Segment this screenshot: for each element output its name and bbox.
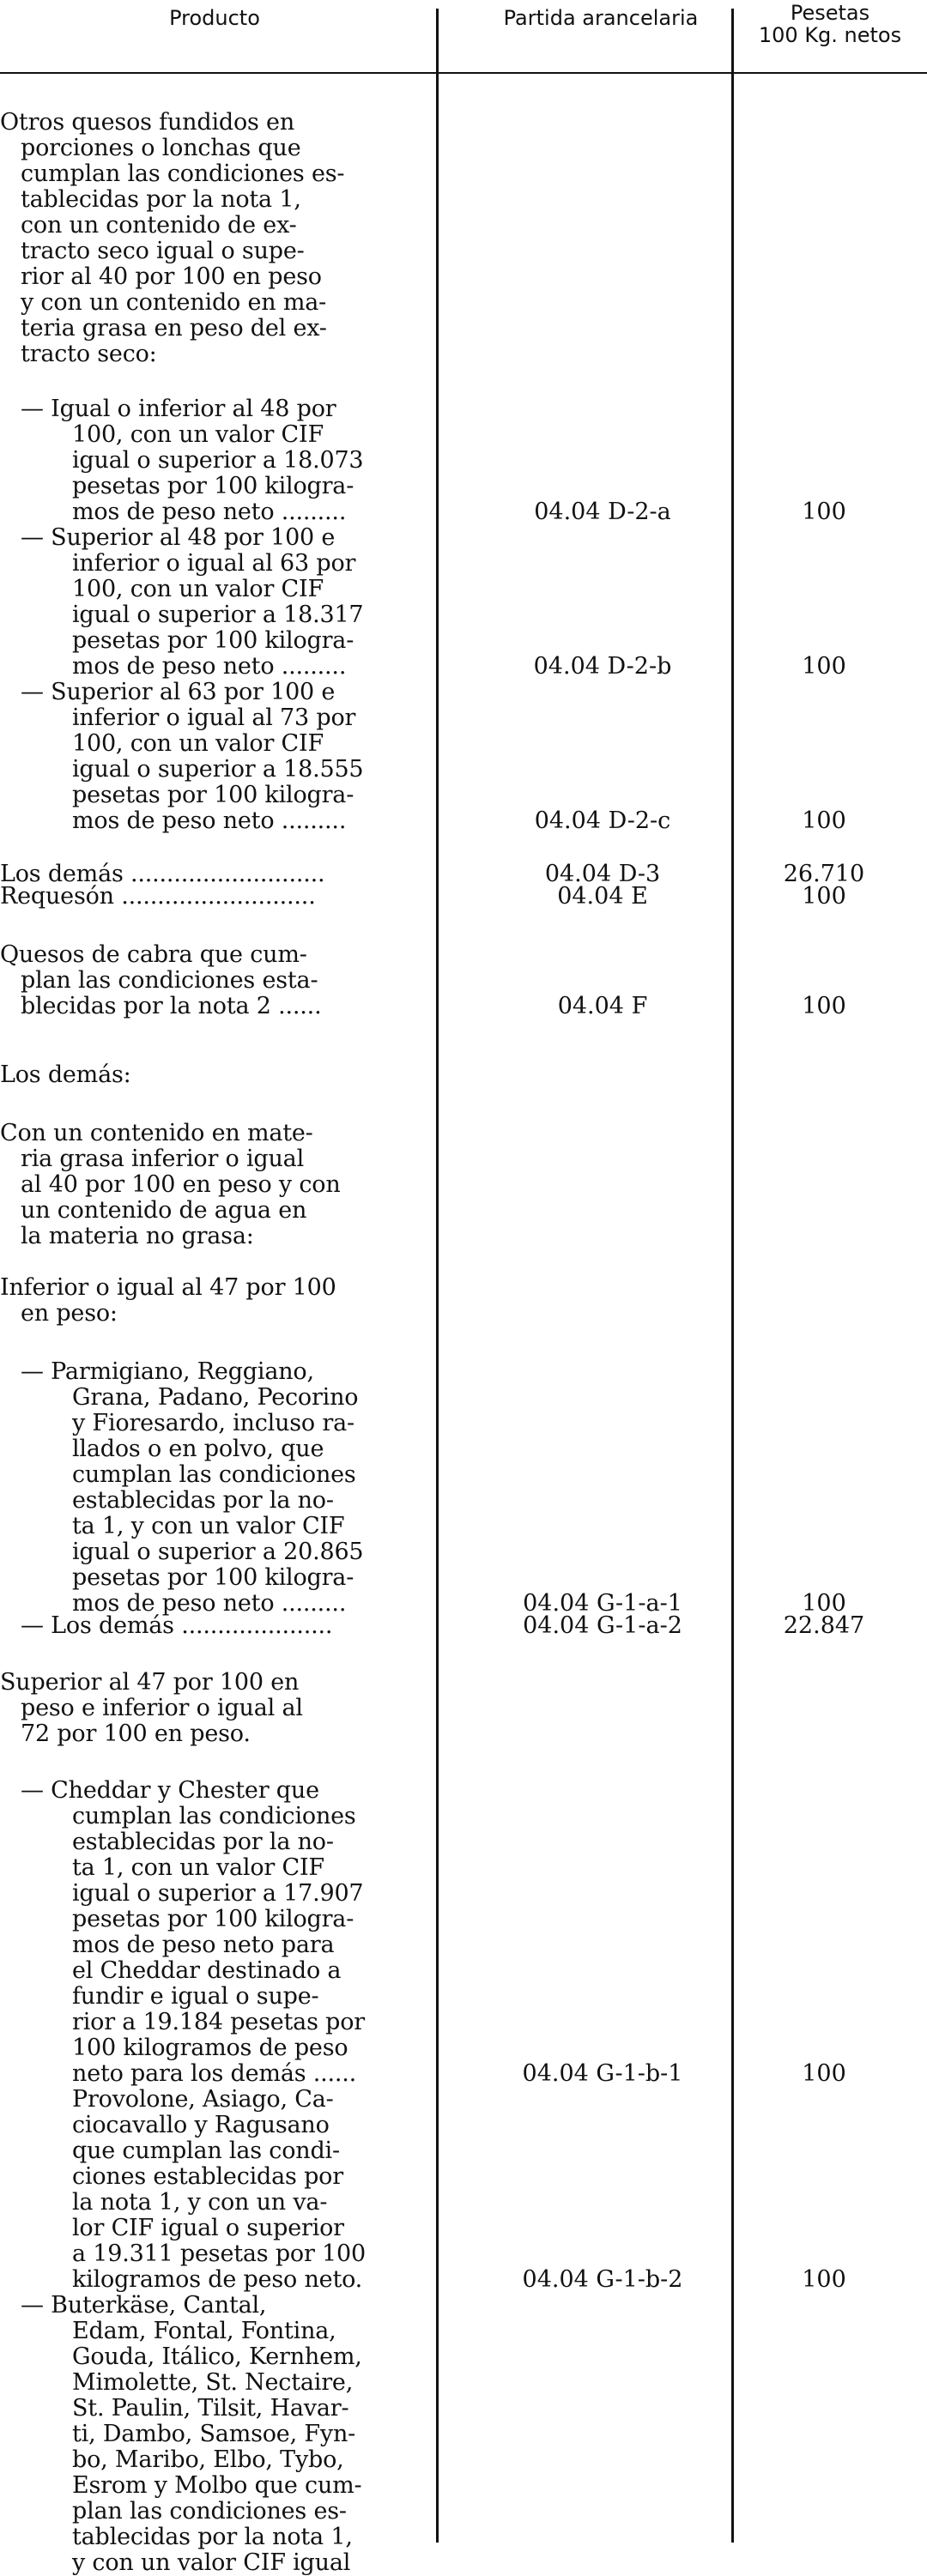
text-line: que cumplan las condi- xyxy=(72,2138,340,2164)
text-line: — Buterkäse, Cantal, xyxy=(21,2292,267,2319)
text-line: y con un valor CIF igual xyxy=(72,2549,351,2576)
text-line: ciocavallo y Ragusano xyxy=(72,2112,330,2138)
col-producto-header: Producto xyxy=(169,6,260,30)
partida-code: 04.04 D-2-b xyxy=(533,653,672,680)
text-line: pesetas por 100 kilogra- xyxy=(72,627,354,654)
col-pesetas-header-line1: Pesetas xyxy=(790,1,870,25)
text-line: Gouda, Itálico, Kernhem, xyxy=(72,2343,362,2370)
text-line: Con un contenido en mate- xyxy=(0,1120,313,1146)
text-line: 100, con un valor CIF xyxy=(72,576,324,602)
text-line: ria grasa inferior o igual xyxy=(21,1146,305,1172)
row-superior-47 xyxy=(0,1670,429,1747)
text-line: — Superior al 63 por 100 e xyxy=(21,679,336,705)
text-line: y Fioresardo, incluso ra- xyxy=(72,1410,354,1436)
text-line: plan las condiciones esta- xyxy=(21,967,318,994)
text-line: plan las condiciones es- xyxy=(72,2498,347,2525)
col-pesetas-header-line2: 100 Kg. netos xyxy=(758,23,902,47)
pesetas-value: 100 xyxy=(802,2060,846,2087)
text-line: Grana, Padano, Pecorino xyxy=(72,1384,359,1411)
text-line: un contenido de agua en xyxy=(21,1197,307,1224)
text-line: Edam, Fontal, Fontina, xyxy=(72,2318,336,2344)
partida-code: 04.04 D-3 xyxy=(544,861,661,887)
text-line: cumplan las condiciones es- xyxy=(21,160,345,187)
text-line: en peso: xyxy=(21,1300,118,1327)
partida-code: 04.04 E xyxy=(557,883,648,910)
pesetas-value: 100 xyxy=(802,883,846,910)
text-line: kilogramos de peso neto. xyxy=(72,2266,363,2293)
text-line: la materia no grasa: xyxy=(21,1223,254,1249)
text-line: blecidas por la nota 2 ...... xyxy=(21,993,322,1019)
row-g1b3 xyxy=(0,2293,429,2576)
text-line: ciones establecidas por xyxy=(72,2163,343,2190)
row-los-demas-heading xyxy=(0,1062,429,1088)
text-line: 100, con un valor CIF xyxy=(72,421,324,448)
text-line: igual o superior a 18.555 xyxy=(72,756,364,783)
row-f xyxy=(0,942,429,1019)
text-line: 100 kilogramos de peso xyxy=(72,2035,348,2061)
text-line: porciones o lonchas que xyxy=(21,135,301,161)
pesetas-value: 100 xyxy=(802,499,846,525)
text-line: el Cheddar destinado a xyxy=(72,1957,342,1984)
text-line: igual o superior a 18.073 xyxy=(72,447,364,474)
text-line: rior a 19.184 pesetas por xyxy=(72,2009,365,2035)
row-g1b2 xyxy=(0,2087,429,2293)
text-line: — Igual o inferior al 48 por xyxy=(21,396,336,422)
row-e xyxy=(0,884,429,910)
text-line: a 19.311 pesetas por 100 xyxy=(72,2240,366,2267)
text-line: mos de peso neto ......... xyxy=(72,653,347,680)
column-divider-right xyxy=(731,9,734,2543)
row-g1b1 xyxy=(0,1778,429,2087)
text-line: — Cheddar y Chester que xyxy=(21,1777,319,1804)
text-line: rior al 40 por 100 en peso xyxy=(21,263,322,290)
col-pesetas-header xyxy=(740,2,920,46)
text-line: 72 por 100 en peso. xyxy=(21,1720,251,1747)
text-line: — Superior al 48 por 100 e xyxy=(21,524,336,551)
text-line: establecidas por la no- xyxy=(72,1829,334,1855)
text-line: igual o superior a 17.907 xyxy=(72,1880,364,1907)
text-line: al 40 por 100 en peso y con xyxy=(21,1171,341,1198)
text-line: Provolone, Asiago, Ca- xyxy=(72,2086,334,2113)
text-line: llados o en polvo, que xyxy=(72,1436,324,1462)
row-d2a xyxy=(0,396,429,525)
text-line: ta 1, y con un valor CIF xyxy=(72,1513,345,1539)
pesetas-value: 100 xyxy=(802,2266,846,2293)
partida-code: 04.04 G-1-b-1 xyxy=(522,2060,683,2087)
row-inferior-47 xyxy=(0,1275,429,1327)
text-line: Mimolette, St. Nectaire, xyxy=(72,2369,354,2396)
text-line: Quesos de cabra que cum- xyxy=(0,941,307,968)
pesetas-value: 100 xyxy=(802,807,846,834)
row-con-contenido xyxy=(0,1121,429,1249)
table-header xyxy=(0,0,927,69)
text-line: la nota 1, y con un va- xyxy=(72,2189,328,2216)
text-line: inferior o igual al 63 por xyxy=(72,550,356,577)
text-line: Inferior o igual al 47 por 100 xyxy=(0,1274,336,1301)
row-d2b xyxy=(0,525,429,680)
text-line: teria grasa en peso del ex- xyxy=(21,315,327,342)
partida-code: 04.04 G-1-a-2 xyxy=(523,1612,682,1639)
text-line: establecidas por la no- xyxy=(72,1487,334,1514)
row-g1a2 xyxy=(0,1613,429,1639)
text-line: tracto seco igual o supe- xyxy=(21,238,305,264)
pesetas-value: 100 xyxy=(802,993,846,1019)
text-line: inferior o igual al 73 por xyxy=(72,704,356,731)
text-line: tablecidas por la nota 1, xyxy=(21,186,301,213)
partida-code: 04.04 G-1-b-2 xyxy=(522,2266,683,2293)
text-line: ta 1, con un valor CIF xyxy=(72,1854,324,1881)
partida-code: 04.04 D-2-a xyxy=(534,499,671,525)
pesetas-value: 26.710 xyxy=(783,861,865,887)
text-line: mos de peso neto para xyxy=(72,1932,335,1958)
text-line: Otros quesos fundidos en xyxy=(0,109,295,136)
text-line: tracto seco: xyxy=(21,341,157,367)
text-line: mos de peso neto ......... xyxy=(72,807,347,834)
pesetas-value: 100 xyxy=(802,1590,846,1617)
text-line: pesetas por 100 kilogra- xyxy=(72,1564,354,1591)
text-line: mos de peso neto ......... xyxy=(72,499,347,525)
partida-code: 04.04 D-2-c xyxy=(534,807,671,834)
text-line: y con un contenido en ma- xyxy=(21,289,327,316)
text-line: Los demás ........................... xyxy=(0,861,325,887)
text-line: fundir e igual o supe- xyxy=(72,1983,319,2010)
text-line: igual o superior a 20.865 xyxy=(72,1539,364,1565)
text-line: — Parmigiano, Reggiano, xyxy=(21,1358,314,1385)
text-line: 100, con un valor CIF xyxy=(72,730,324,757)
text-line: pesetas por 100 kilogra- xyxy=(72,782,354,808)
col-partida-header: Partida arancelaria xyxy=(503,6,699,30)
text-line: Superior al 47 por 100 en xyxy=(0,1669,300,1696)
text-line: peso e inferior o igual al xyxy=(21,1695,303,1721)
text-line: bo, Maribo, Elbo, Tybo, xyxy=(72,2446,344,2473)
text-line: pesetas por 100 kilogra- xyxy=(72,473,354,499)
text-line: — Los demás ..................... xyxy=(21,1612,333,1639)
text-line: pesetas por 100 kilogra- xyxy=(72,1906,354,1932)
text-line: neto para los demás ...... xyxy=(72,2060,357,2087)
text-line: lor CIF igual o superior xyxy=(72,2215,344,2241)
text-line: mos de peso neto ......... xyxy=(72,1590,347,1617)
text-line: ti, Dambo, Samsoe, Fyn- xyxy=(72,2421,356,2447)
text-line: tablecidas por la nota 1, xyxy=(72,2524,353,2550)
row-otros-quesos xyxy=(0,110,429,367)
row-g1a1 xyxy=(0,1359,429,1617)
text-line: Esrom y Molbo que cum- xyxy=(72,2472,362,2499)
text-line: Los demás: xyxy=(0,1061,131,1088)
text-line: cumplan las condiciones xyxy=(72,1461,356,1488)
pesetas-value: 100 xyxy=(802,653,846,680)
partida-code: 04.04 G-1-a-1 xyxy=(523,1590,682,1617)
partida-code: 04.04 F xyxy=(557,993,648,1019)
column-divider-left xyxy=(436,9,439,2543)
text-line: St. Paulin, Tilsit, Havar- xyxy=(72,2395,349,2422)
text-line: igual o superior a 18.317 xyxy=(72,602,364,628)
text-line: con un contenido de ex- xyxy=(21,212,297,239)
text-line: cumplan las condiciones xyxy=(72,1803,356,1829)
text-line: Requesón ........................... xyxy=(0,883,316,910)
row-d2c xyxy=(0,680,429,834)
header-rule xyxy=(0,72,927,74)
pesetas-value: 22.847 xyxy=(783,1612,865,1639)
